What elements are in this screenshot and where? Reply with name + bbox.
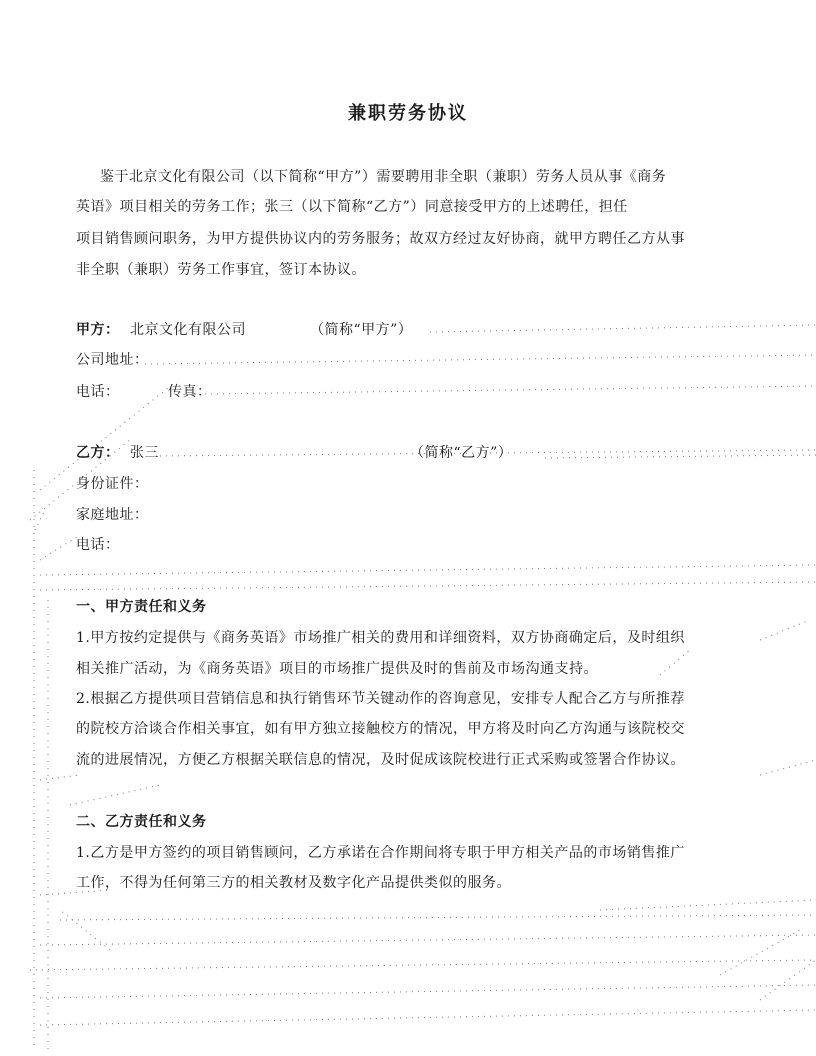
party-b-name: 张三 — [130, 445, 159, 461]
section1-line-3: 2.根据乙方提供项目营销信息和执行销售环节关键动作的咨询意见，安排专人配合乙方与所推荐 — [76, 691, 685, 707]
section2-line-1: 1.乙方是甲方签约的项目销售顾问，乙方承诺在合作期间将专职于甲方相关产品的市场销售推广 — [76, 845, 685, 861]
party-b-phone-label: 电话： — [76, 537, 120, 553]
document-title: 兼职劳务协议 — [348, 103, 468, 124]
party-a-phone-label: 电话： — [76, 384, 120, 400]
intro-line-2: 英语》项目相关的劳务工作；张三（以下简称“乙方”）同意接受甲方的上述聘任，担任 — [76, 199, 628, 215]
section1-line-1: 1.甲方按约定提供与《商务英语》市场推广相关的费用和详细资料，双方协商确定后，及时组织 — [76, 630, 685, 646]
party-b-id-label: 身份证件： — [76, 476, 149, 492]
section1-line-2: 相关推广活动，为《商务英语》项目的市场推广提供及时的售前及市场沟通支持。 — [76, 661, 598, 677]
party-a-label: 甲方： — [76, 322, 120, 338]
intro-line-1: 鉴于北京文化有限公司（以下简称“甲方”）需要聘用非全职（兼职）劳务人员从事《商务 — [100, 169, 667, 185]
section2-heading: 二、乙方责任和义务 — [76, 814, 207, 830]
intro-line-3: 项目销售顾问职务，为甲方提供协议内的劳务服务；故双方经过友好协商，就甲方聘任乙方从事 — [76, 231, 685, 247]
party-a-name: 北京文化有限公司 — [130, 322, 246, 338]
intro-line-4: 非全职（兼职）劳务工作事宜，签订本协议。 — [76, 262, 366, 278]
section1-heading: 一、甲方责任和义务 — [76, 599, 207, 615]
party-a-alias: （简称“甲方”） — [310, 322, 413, 338]
section1-line-5: 流的进展情况，方便乙方根据关联信息的情况，及时促成该院校进行正式采购或签署合作协议。 — [76, 752, 685, 768]
party-b-alias: （简称“乙方”） — [410, 445, 513, 461]
section2-line-2: 工作，不得为任何第三方的相关教材及数字化产品提供类似的服务。 — [76, 875, 511, 891]
party-a-fax-label: 传真： — [168, 384, 212, 400]
party-b-address-label: 家庭地址： — [76, 507, 149, 523]
party-b-label: 乙方： — [76, 445, 120, 461]
party-a-address-label: 公司地址： — [76, 352, 149, 368]
section1-line-4: 的院校方洽谈合作相关事宜，如有甲方独立接触校方的情况，甲方将及时向乙方沟通与该院校交 — [76, 721, 685, 737]
